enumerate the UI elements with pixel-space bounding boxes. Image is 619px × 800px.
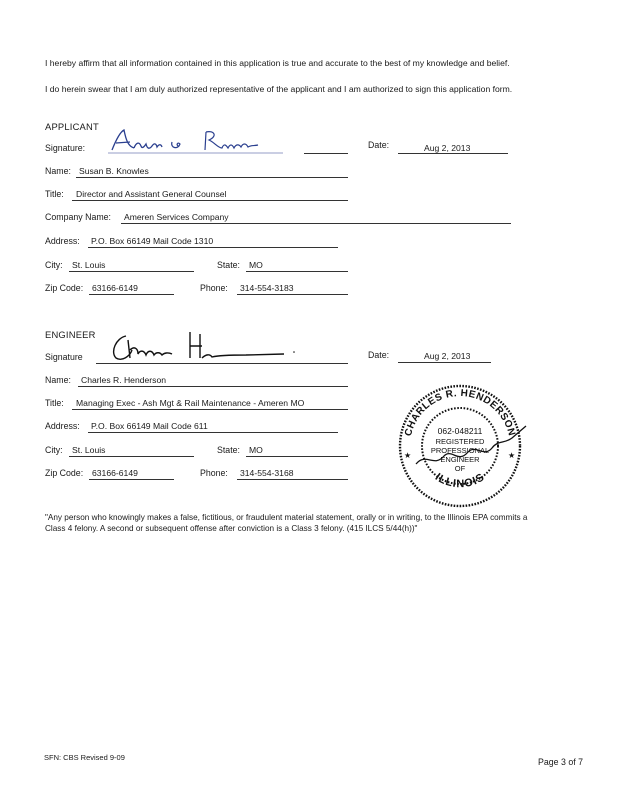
applicant-address-label: Address: bbox=[45, 236, 80, 246]
engineer-signature-underline bbox=[96, 363, 348, 364]
engineer-state-value: MO bbox=[249, 445, 263, 455]
engineer-city-label: City: bbox=[45, 445, 63, 455]
applicant-state-underline bbox=[246, 271, 348, 272]
applicant-city-label: City: bbox=[45, 260, 63, 270]
engineer-seal bbox=[386, 378, 534, 508]
applicant-name-label: Name: bbox=[45, 166, 71, 176]
engineer-zip-label: Zip Code: bbox=[45, 468, 84, 478]
disclaimer-line-1: "Any person who knowingly makes a false, fictitious, or fraudulent material statement, orally or in writing, to the Illinois EPA commits a bbox=[45, 513, 528, 522]
engineer-title-underline bbox=[72, 409, 348, 410]
form-identifier: SFN: CBS Revised 9-09 bbox=[44, 753, 125, 762]
applicant-city-value: St. Louis bbox=[72, 260, 106, 270]
seal-state-arc: ILLINOIS bbox=[432, 471, 488, 491]
engineer-zip-underline bbox=[89, 479, 174, 480]
applicant-city-underline bbox=[69, 271, 194, 272]
affirmation-statement: I hereby affirm that all information contained in this application is true and accurate to the best of my knowledge and belief. bbox=[45, 58, 510, 68]
seal-star-right-icon: ★ bbox=[508, 451, 516, 460]
engineer-zip-value: 63166-6149 bbox=[92, 468, 138, 478]
seal-of: OF bbox=[454, 464, 466, 473]
seal-professional: PROFESSIONAL bbox=[430, 446, 490, 455]
seal-engineer: ENGINEER bbox=[440, 455, 480, 464]
engineer-title-value: Managing Exec - Ash Mgt & Rail Maintenance - Ameren MO bbox=[76, 398, 305, 408]
authorization-statement: I do herein swear that I am duly authorized representative of the applicant and I am authorized to sign this application form. bbox=[45, 84, 513, 94]
applicant-zip-underline bbox=[89, 294, 174, 295]
engineer-name-underline bbox=[78, 386, 348, 387]
applicant-company-underline bbox=[121, 223, 511, 224]
engineer-signature-label: Signature bbox=[45, 352, 83, 362]
applicant-company-value: Ameren Services Company bbox=[124, 212, 229, 222]
engineer-date-underline bbox=[398, 362, 491, 363]
engineer-address-underline bbox=[88, 432, 338, 433]
applicant-signature-image bbox=[108, 126, 288, 156]
engineer-date-value: Aug 2, 2013 bbox=[424, 351, 471, 361]
engineer-city-underline bbox=[69, 456, 194, 457]
applicant-zip-label: Zip Code: bbox=[45, 283, 84, 293]
seal-star-left-icon: ★ bbox=[404, 451, 412, 460]
engineer-address-label: Address: bbox=[45, 421, 80, 431]
applicant-signature-label: Signature: bbox=[45, 143, 86, 153]
engineer-phone-underline bbox=[237, 479, 348, 480]
applicant-heading: APPLICANT bbox=[45, 121, 99, 132]
applicant-phone-value: 314-554-3183 bbox=[240, 283, 294, 293]
applicant-date-label: Date: bbox=[368, 140, 390, 150]
applicant-address-underline bbox=[88, 247, 338, 248]
engineer-city-value: St. Louis bbox=[72, 445, 106, 455]
engineer-title-label: Title: bbox=[45, 398, 64, 408]
engineer-address-value: P.O. Box 66149 Mail Code 611 bbox=[91, 421, 208, 431]
applicant-date-underline bbox=[398, 153, 508, 154]
engineer-phone-value: 314-554-3168 bbox=[240, 468, 294, 478]
applicant-title-label: Title: bbox=[45, 189, 64, 199]
engineer-date-label: Date: bbox=[368, 350, 390, 360]
engineer-name-value: Charles R. Henderson bbox=[81, 375, 167, 385]
applicant-title-value: Director and Assistant General Counsel bbox=[76, 189, 227, 199]
page-number: Page 3 of 7 bbox=[538, 757, 583, 767]
engineer-state-underline bbox=[246, 456, 348, 457]
applicant-address-value: P.O. Box 66149 Mail Code 1310 bbox=[91, 236, 214, 246]
engineer-signature-image bbox=[106, 330, 306, 366]
applicant-date-value: Aug 2, 2013 bbox=[424, 143, 471, 153]
applicant-phone-label: Phone: bbox=[200, 283, 228, 293]
signature-underline-extension bbox=[304, 153, 348, 154]
seal-name-arc: CHARLES R. HENDERSON bbox=[403, 387, 517, 438]
applicant-title-underline bbox=[72, 200, 348, 201]
applicant-phone-underline bbox=[237, 294, 348, 295]
engineer-name-label: Name: bbox=[45, 375, 71, 385]
engineer-heading: ENGINEER bbox=[45, 329, 96, 340]
applicant-zip-value: 63166-6149 bbox=[92, 283, 138, 293]
applicant-state-label: State: bbox=[217, 260, 240, 270]
applicant-state-value: MO bbox=[249, 260, 263, 270]
disclaimer-line-2: Class 4 felony. A second or subsequent offense after conviction is a Class 3 felony. (415 ILCS 5/44(h))" bbox=[45, 524, 418, 533]
engineer-phone-label: Phone: bbox=[200, 468, 228, 478]
applicant-name-underline bbox=[76, 177, 348, 178]
seal-registered: REGISTERED bbox=[435, 437, 485, 446]
applicant-company-label: Company Name: bbox=[45, 212, 112, 222]
engineer-state-label: State: bbox=[217, 445, 240, 455]
seal-license-number: 062-048211 bbox=[437, 426, 483, 436]
applicant-name-value: Susan B. Knowles bbox=[79, 166, 149, 176]
